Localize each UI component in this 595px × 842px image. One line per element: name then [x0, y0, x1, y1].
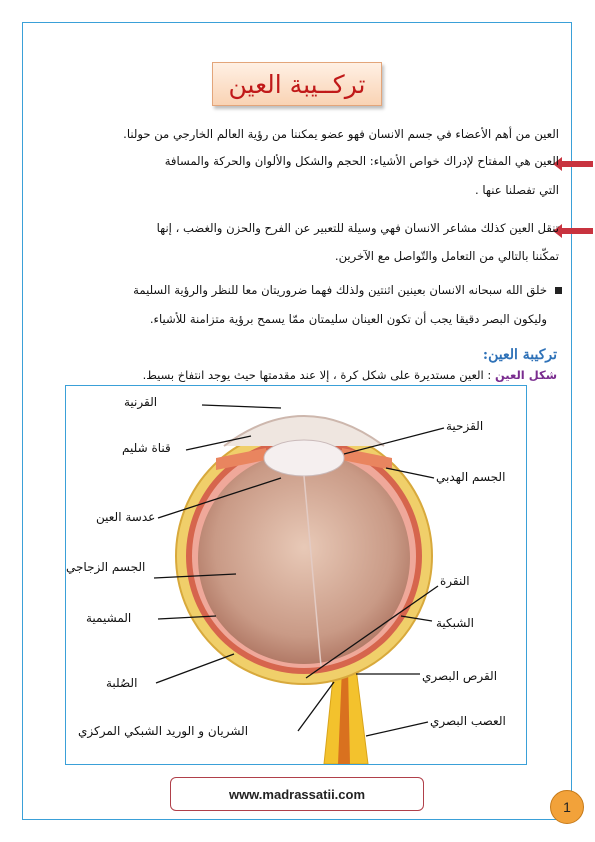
eye-shape-text: : العين مستديرة على شكل كرة ، إلا عند مقدمتها حيث يوجد انتفاخ بسيط. [142, 368, 492, 382]
label-optic-nerve: العصب البصري [430, 714, 506, 728]
label-choroid: المشيمية [86, 611, 132, 625]
label-ciliary-body: الجسم الهدبي [436, 470, 506, 484]
intro-paragraph: العين من أهم الأعضاء في جسم الانسان فهو عضو يمكننا من رؤية العالم الخارجي من حولنا. [123, 127, 559, 141]
arrow-icon [553, 224, 593, 238]
eye-shape-label: شكل العين [494, 368, 557, 382]
label-cornea: القرنية [124, 395, 158, 409]
bullet-icon [555, 287, 562, 294]
label-retina: الشبكية [436, 616, 474, 630]
eye-diagram [65, 385, 527, 765]
title-box [212, 62, 382, 106]
label-optic-disc: القرص البصري [422, 669, 498, 683]
label-lens: عدسة العين [96, 510, 156, 524]
website-url: www.madrassatii.com [228, 786, 366, 802]
paragraph-2-line-2: التي تفصلنا عنها . [475, 183, 559, 197]
website-link[interactable] [170, 777, 424, 811]
label-vitreous-body: الجسم الزجاجي [66, 560, 146, 574]
label-schlemm-canal: قناة شليم [122, 441, 171, 455]
label-iris: القزحية [446, 419, 484, 433]
arrow-icon [553, 157, 593, 171]
page-number: 1 [563, 799, 571, 815]
label-central-artery-vein: الشريان و الوريد الشبكي المركزي [78, 724, 249, 738]
page-title: تركــيبة العين [228, 69, 366, 99]
label-fovea: النقرة [440, 574, 470, 588]
label-sclera: الصُلبة [106, 676, 138, 690]
page-number-badge [550, 790, 584, 824]
eye-shape-line [143, 368, 557, 382]
section-heading: تركيبة العين: [482, 347, 557, 363]
paragraph-3-line-2: تمكّننا بالتالي من التعامل والتّواصل مع الآخرين. [334, 249, 559, 263]
paragraph-4-line-2: وليكون البصر دقيقا يجب أن تكون العينان سليمتان ممّا يسمح برؤية متزامنة للأشياء. [149, 312, 547, 326]
paragraph-3-line-1: تنقل العين كذلك مشاعر الانسان فهي وسيلة للتعبير عن الفرح والحزن والغضب ، إنها [156, 221, 559, 235]
paragraph-4-line-1: خلق الله سبحانه الانسان بعينين اثنتين ولذلك فهما ضروريتان معا للنظر والرؤية السليمة [133, 283, 547, 297]
paragraph-2-line-1: العين هي المفتاح لإدراك خواص الأشياء: الحجم والشكل والألوان والحركة والمسافة [164, 154, 559, 168]
